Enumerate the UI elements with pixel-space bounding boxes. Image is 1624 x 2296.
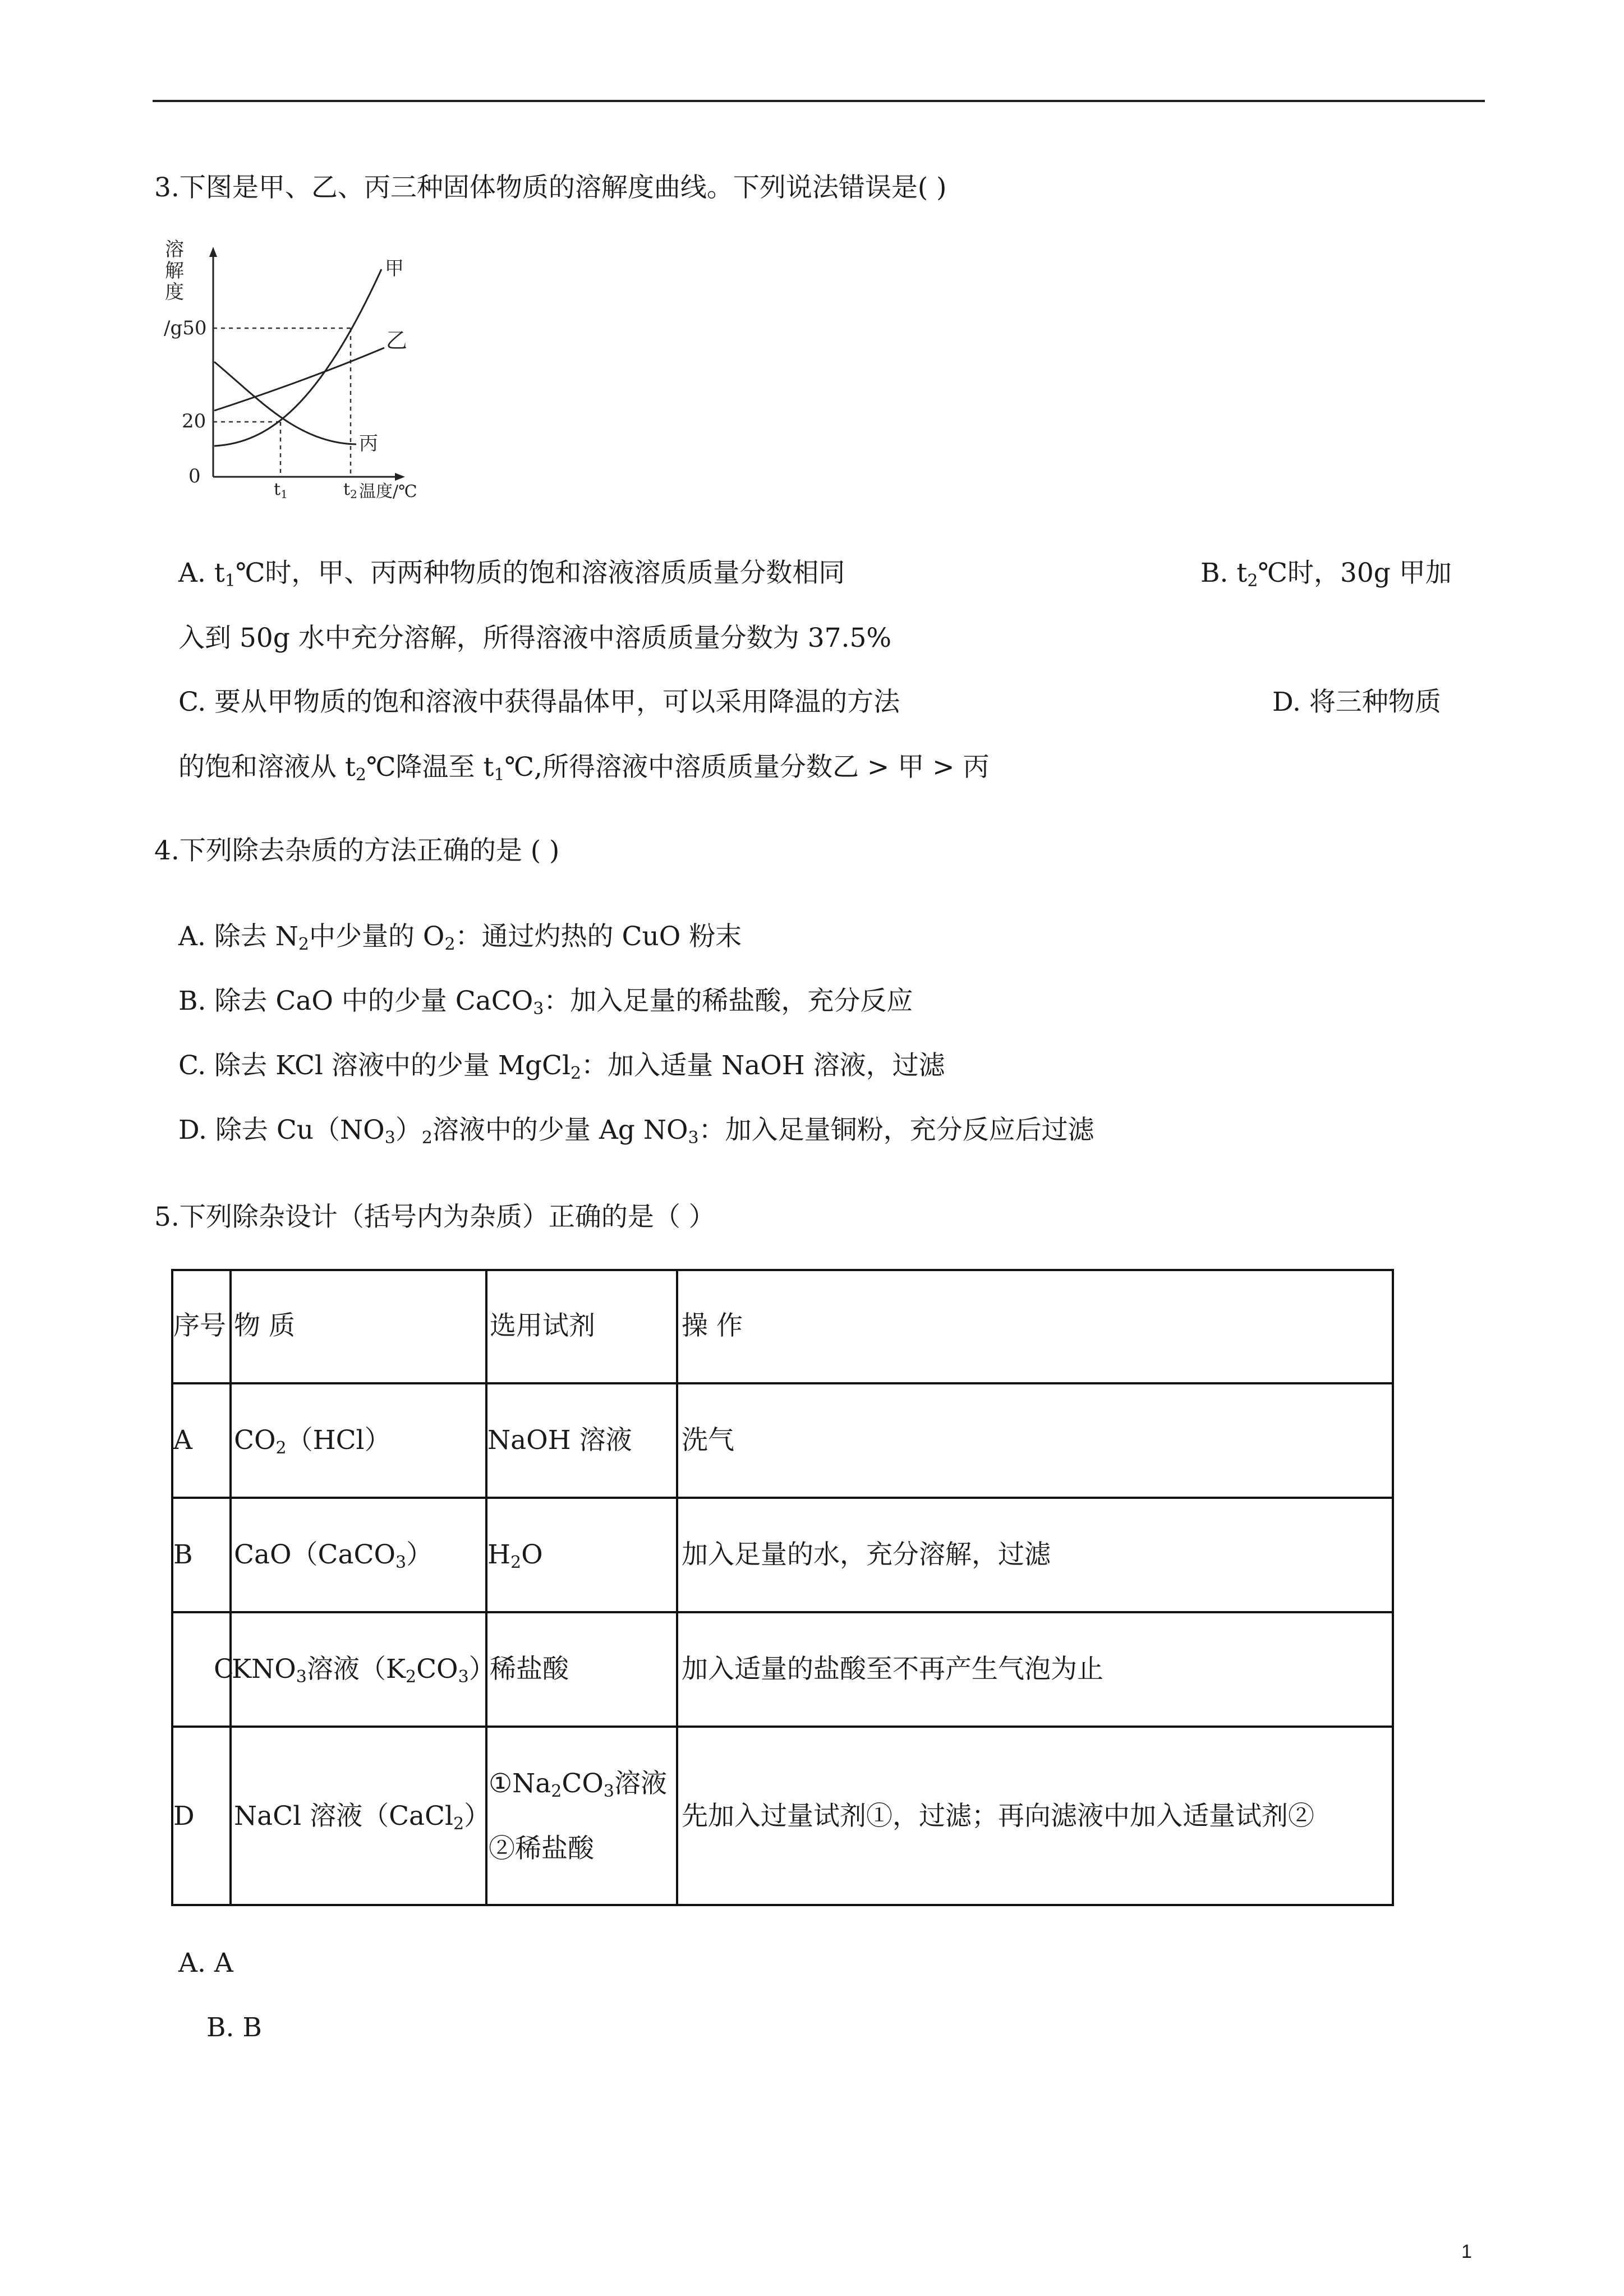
q3-option-d: D. 将三种物质 (1272, 687, 1441, 717)
x-axis-label: 温度/℃ (359, 482, 417, 501)
y-tick-20: 20 (182, 410, 206, 432)
row-b-material: CaO（CaCO$_3$） (234, 1539, 433, 1572)
q3-option-c: C. 要从甲物质的饱和溶液中获得晶体甲，可以采用降温的方法 (178, 687, 900, 717)
row-c-reagent: 稀盐酸 (490, 1654, 569, 1685)
series-label-jia: 甲 (385, 257, 404, 280)
row-d-reagent-2: ②稀盐酸 (489, 1833, 594, 1864)
row-d-operation: 先加入过量试剂①，过滤；再向滤液中加入适量试剂② (682, 1801, 1314, 1832)
q5-table (171, 1269, 1394, 1906)
row-a-material: $CO_2(HCl)$ (234, 1425, 391, 1458)
series-label-bing: 丙 (359, 432, 378, 455)
y-label-char-3: 度 (165, 281, 184, 303)
y-tick-0: 0 (188, 465, 201, 487)
row-c-material: $KNO_3$溶液$(K_2CO_3)$ (232, 1654, 495, 1687)
solubility-chart (163, 236, 454, 516)
row-a-id: A (173, 1425, 192, 1456)
q5-option-b: B. B (206, 2012, 262, 2043)
y-unit: /g (164, 317, 183, 339)
table-header-no: 序号 (173, 1310, 226, 1341)
row-d-material: NaCl 溶液（CaCl$_2$） (234, 1801, 491, 1834)
q3-option-a: A. $t_1℃$时，甲、丙两种物质的饱和溶液溶质质量分数相同 (178, 558, 845, 591)
row-a-reagent: NaOH 溶液 (487, 1425, 632, 1456)
x-tick-t1: $t_1$ (274, 480, 288, 501)
y-tick-50: 50 (182, 317, 207, 339)
q4-stem: 4.下列除去杂质的方法正确的是 ( ) (154, 835, 560, 866)
q4-option-b: B. 除去 CaO 中的少量 CaCO$_3$：加入足量的稀盐酸，充分反应 (178, 986, 913, 1019)
q3-option-b-continued: 入到 50g 水中充分溶解，所得溶液中溶质质量分数为 37.5% (178, 623, 892, 654)
table-header-material: 物 质 (234, 1310, 295, 1341)
q4-option-d: D. 除去 $Cu(NO_3)_2$溶液中的少量 Ag $NO_3$：加入足量铜粉，充分反应后过滤 (178, 1115, 1094, 1148)
q3-option-b: B. $t_2℃$时，30g 甲加 (1200, 558, 1452, 591)
q4-option-c: C. 除去 KCl 溶液中的少量 MgCl$_2$：加入适量 NaOH 溶液，过滤 (178, 1050, 945, 1083)
row-b-reagent: $H_2O$ (487, 1539, 543, 1572)
q4-option-a: A. 除去 $N_2$中少量的 $O_2$：通过灼热的 CuO 粉末 (178, 921, 742, 954)
curve-yi (214, 348, 384, 411)
row-d-id: D (173, 1801, 195, 1832)
x-tick-t2: $t_2$ (343, 480, 357, 501)
q5-option-a: A. A (178, 1948, 233, 1978)
row-b-operation: 加入足量的水，充分溶解，过滤 (682, 1539, 1051, 1570)
y-unit-and-50 (164, 317, 207, 339)
row-c-operation: 加入适量的盐酸至不再产生气泡为止 (682, 1654, 1103, 1685)
y-label-char-2: 解 (165, 260, 184, 282)
table-header-reagent: 选用试剂 (490, 1310, 595, 1341)
q3-option-d-continued: 的饱和溶液从 $t_2℃$降温至 $t_1℃$,所得溶液中溶质质量分数乙 > 甲 > 丙 (178, 752, 990, 785)
header-rule (153, 100, 1485, 102)
series-label-yi: 乙 (386, 328, 408, 353)
row-b-id: B (173, 1539, 193, 1570)
row-c-id: C (214, 1654, 234, 1685)
curve-jia (214, 269, 381, 446)
page-number: 1 (1461, 2241, 1472, 2262)
q3-stem: 3.下图是甲、乙、丙三种固体物质的溶解度曲线。下列说法错误是( ) (154, 172, 947, 203)
y-label-char-1: 溶 (165, 238, 184, 261)
row-a-operation: 洗气 (682, 1425, 734, 1456)
q5-stem: 5.下列除杂设计（括号内为杂质）正确的是（ ） (154, 1202, 715, 1232)
row-d-reagent-1: $①Na_2CO_3$溶液 (489, 1768, 667, 1801)
table-header-operation: 操 作 (682, 1310, 743, 1341)
